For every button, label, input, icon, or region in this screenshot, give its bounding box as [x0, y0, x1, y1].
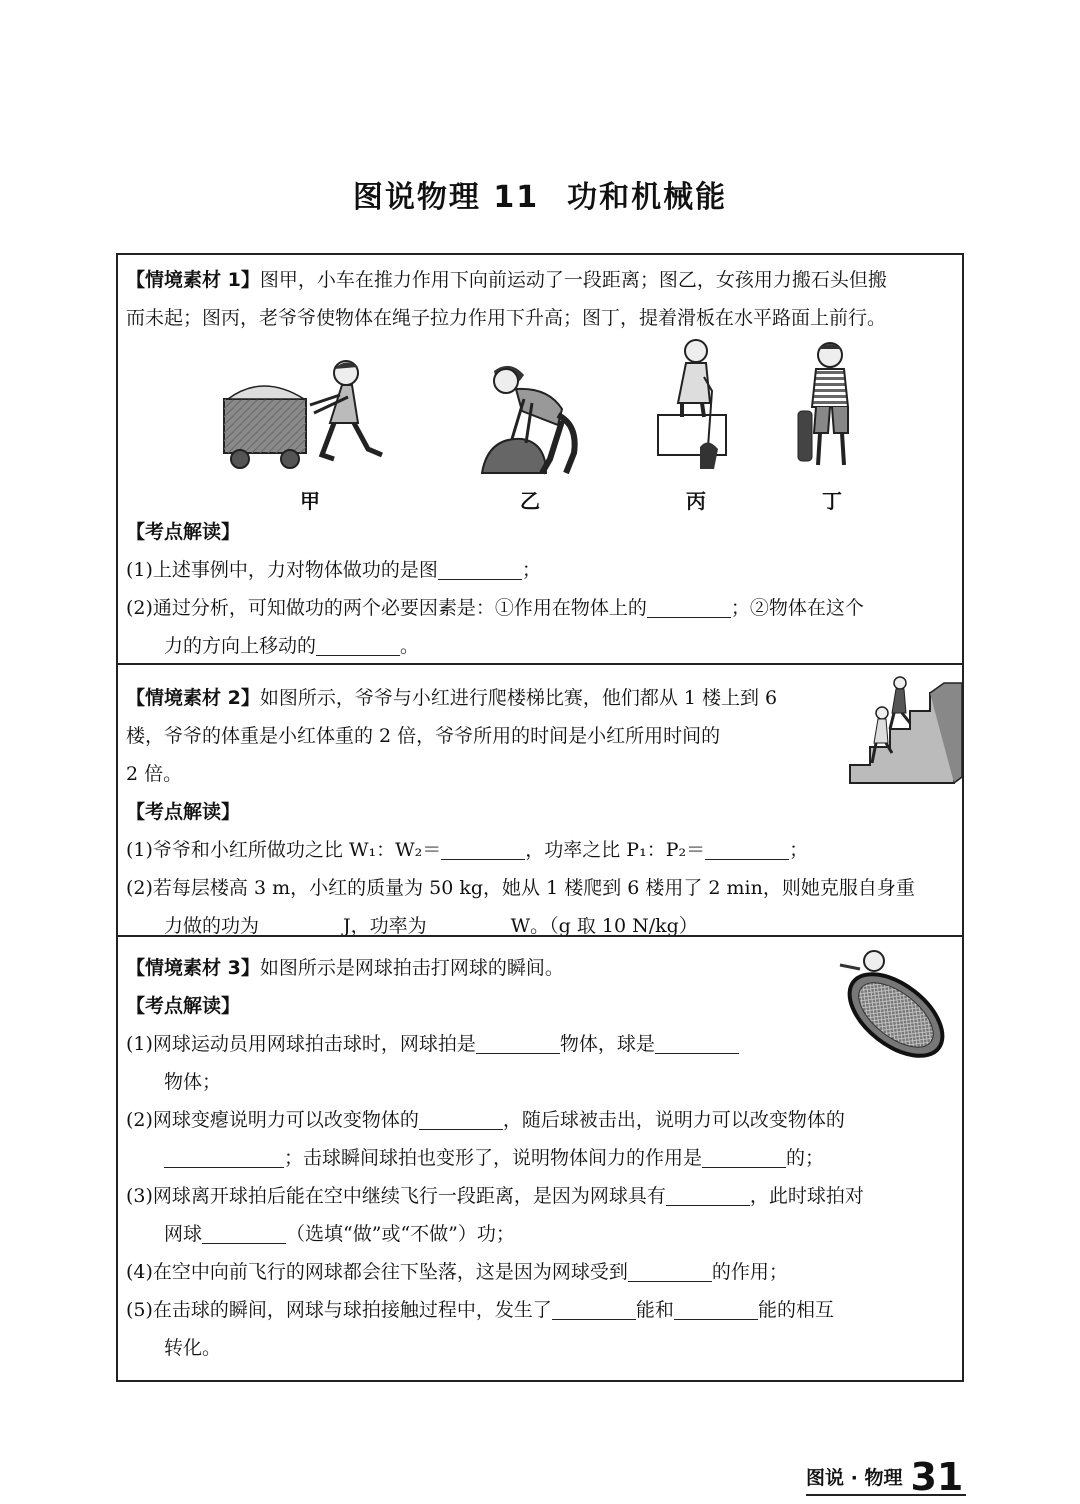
page-footer	[806, 1455, 963, 1499]
stairs-climbing-illustration	[844, 673, 962, 789]
answer-blank[interactable]	[628, 1259, 712, 1282]
answer-blank[interactable]	[427, 913, 511, 936]
section-3	[118, 935, 962, 1380]
section-1-questions: 【考点解读】 (1)上述事例中，力对物体做功的是图 ； (2)通过分析，可知做功的两个必要因素是：①作用在物体上的 ；②物体在这个 力的方向上移动的 。	[126, 521, 864, 657]
caption-yi: 乙	[520, 489, 540, 513]
section-2	[118, 663, 962, 935]
footer-divider	[806, 1494, 966, 1496]
section-1	[118, 255, 962, 663]
answer-blank[interactable]	[655, 1031, 739, 1054]
cart-pushing-illustration	[218, 359, 398, 479]
girl-lifting-stone-illustration	[462, 363, 602, 479]
footer-brand: 图说 · 物理	[806, 1467, 903, 1489]
answer-blank[interactable]	[316, 633, 400, 656]
answer-blank[interactable]	[476, 1031, 560, 1054]
caption-ding: 丁	[822, 489, 842, 513]
section-2-questions: 【考点解读】 (1)爷爷和小红所做功之比 W₁：W₂＝ ，功率之比 P₁：P₂＝ ； (2)若每层楼高 3 m，小红的质量为 50 kg，她从 1 楼爬到 6 楼用了 2 min，则她克服自身重 力做的功为 J，功率为 W。（g 取 10 N/kg）	[126, 801, 915, 937]
caption-bing: 丙	[686, 489, 706, 513]
page-title: 图说物理 11 功和机械能	[352, 180, 728, 215]
answer-blank[interactable]	[441, 837, 525, 860]
section-3-questions: 【考点解读】 (1)网球运动员用网球拍击球时，网球拍是 物体，球是 物体； (2)网球变瘪说明力可以改变物体的 ，随后球被击出，说明力可以改变物体的 ；击球瞬间球拍也变形了，说明物体间力的作用是 的； (3)网球离开球拍后能在空中继续飞行一段距离，是因为网球具有 ，此时球拍对 网球 （选填“做”或“不做”）功； (4)在空中向前飞行的网球都会往下坠落，这是因为网球受到 的作用； (5)在击球的瞬间，网球与球拍接触过程中，发生了 能和 能的相互 转化。	[126, 995, 864, 1359]
answer-blank[interactable]	[702, 1145, 786, 1168]
answer-blank[interactable]	[164, 1145, 284, 1168]
answer-blank[interactable]	[202, 1221, 286, 1244]
boy-skateboard-illustration	[794, 341, 864, 481]
answer-blank[interactable]	[666, 1183, 750, 1206]
old-man-rope-illustration	[656, 337, 736, 477]
page-number: 31	[910, 1455, 964, 1499]
section-3-intro: 【情境素材 3】如图所示是网球拍击打网球的瞬间。	[126, 957, 564, 979]
content-frame	[116, 253, 964, 1382]
section-2-intro: 【情境素材 2】如图所示，爷爷与小红进行爬楼梯比赛，他们都从 1 楼上到 6 楼，爷爷的体重是小红体重的 2 倍，爷爷所用的时间是小红所用时间的 2 倍。	[126, 687, 778, 785]
caption-jia: 甲	[300, 489, 320, 513]
answer-blank[interactable]	[674, 1297, 758, 1320]
answer-blank[interactable]	[259, 913, 343, 936]
section-1-intro: 【情境素材 1】图甲，小车在推力作用下向前运动了一段距离；图乙，女孩用力搬石头但搬 而未起；图丙，老爷爷使物体在绳子拉力作用下升高；图丁，提着滑板在水平路面上前行。	[126, 269, 887, 329]
answer-blank[interactable]	[705, 837, 789, 860]
answer-blank[interactable]	[552, 1297, 636, 1320]
answer-blank[interactable]	[647, 595, 731, 618]
answer-blank[interactable]	[438, 557, 522, 580]
answer-blank[interactable]	[419, 1107, 503, 1130]
